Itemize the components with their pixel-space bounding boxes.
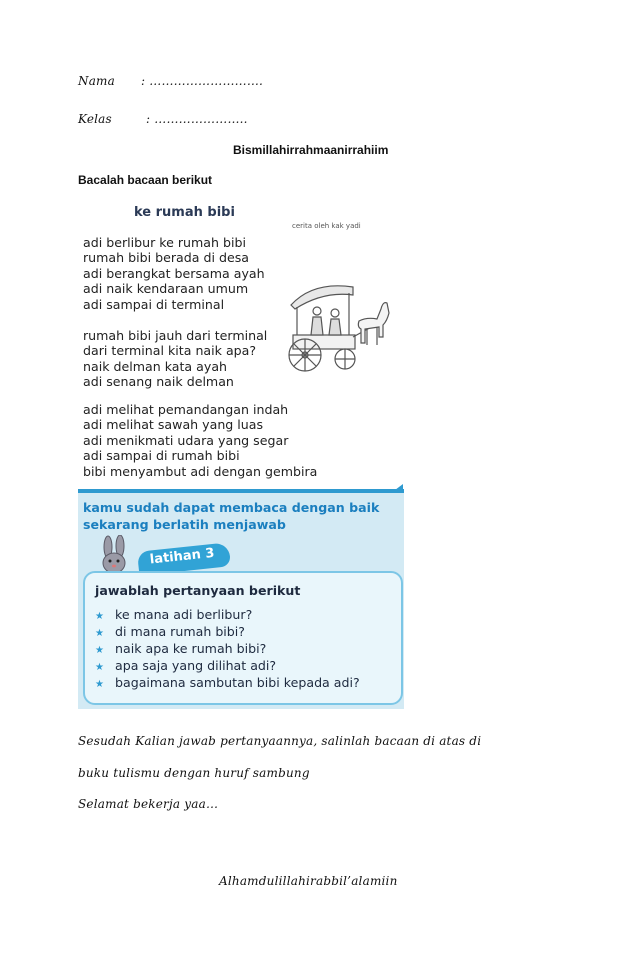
question-text: apa saja yang dilihat adi? — [115, 658, 277, 673]
question-text: naik apa ke rumah bibi? — [115, 641, 267, 656]
poem-line: adi melihat sawah yang luas — [83, 417, 264, 433]
stanza-3 — [83, 402, 317, 479]
nama-label: Nama — [78, 74, 115, 88]
star-bullet-icon: ★ — [95, 662, 104, 673]
poem-line: bibi menyambut adi dengan gembira — [83, 463, 318, 479]
stanza-1 — [83, 235, 265, 312]
question-item — [95, 658, 276, 673]
stanza-2 — [83, 328, 267, 390]
poem-line: adi naik kendaraan umum — [83, 281, 249, 297]
kelas-field[interactable]: : ………………….. — [146, 112, 248, 126]
instruction-text: Bacalah bacaan berikut — [78, 173, 213, 187]
closing-greeting: Selamat bekerja yaa… — [78, 797, 219, 811]
poem-line: adi senang naik delman — [83, 374, 234, 390]
horse-carriage-illustration — [283, 273, 393, 383]
questions-panel — [83, 571, 403, 705]
poem-line: adi menikmati udara yang segar — [83, 432, 289, 448]
poem-line: adi berlibur ke rumah bibi — [83, 235, 246, 250]
poem-line: adi berangkat bersama ayah — [83, 265, 265, 281]
bismillah-heading: Bismillahirrahmaanirrahiim — [233, 143, 389, 157]
poem-line: rumah bibi berada di desa — [83, 250, 249, 266]
question-text: di mana rumah bibi? — [115, 624, 245, 639]
poem-line: dari terminal kita naik apa? — [83, 343, 257, 359]
star-bullet-icon: ★ — [95, 679, 104, 690]
banner-line: kamu sudah dapat membaca dengan baik — [83, 500, 380, 515]
copy-instruction-line-2: buku tulismu dengan huruf sambung — [78, 766, 310, 780]
divider-corner — [395, 484, 403, 490]
star-bullet-icon: ★ — [95, 611, 104, 622]
poem-line: adi sampai di rumah bibi — [83, 448, 240, 464]
poem-line: adi sampai di terminal — [83, 296, 225, 312]
encouragement-banner — [83, 499, 379, 533]
kelas-label: Kelas — [78, 112, 112, 126]
question-item — [95, 624, 245, 639]
question-item — [95, 607, 252, 622]
nama-field[interactable]: : ………………………. — [141, 74, 264, 88]
banner-line: sekarang berlatih menjawab — [83, 517, 286, 532]
alhamdulillah-closing: Alhamdulillahirabbil’alamiin — [219, 874, 398, 888]
star-bullet-icon: ★ — [95, 628, 104, 639]
question-text: bagaimana sambutan bibi kepada adi? — [115, 675, 360, 690]
copy-instruction-line-1: Sesudah Kalian jawab pertanyaannya, salinlah bacaan di atas di — [78, 734, 482, 748]
poem-line: rumah bibi jauh dari terminal — [83, 328, 268, 343]
textbook-figure — [78, 197, 406, 709]
story-title: ke rumah bibi — [134, 205, 235, 220]
poem-line: naik delman kata ayah — [83, 358, 228, 374]
latihan-label: latihan 3 — [149, 545, 216, 568]
questions-title: jawablah pertanyaan berikut — [95, 583, 301, 598]
section-divider — [78, 489, 404, 493]
star-bullet-icon: ★ — [95, 645, 104, 656]
poem-line: adi melihat pemandangan indah — [83, 402, 289, 417]
story-credit: cerita oleh kak yadi — [292, 222, 361, 230]
question-item — [95, 675, 360, 690]
question-text: ke mana adi berlibur? — [115, 607, 253, 622]
question-item — [95, 641, 266, 656]
